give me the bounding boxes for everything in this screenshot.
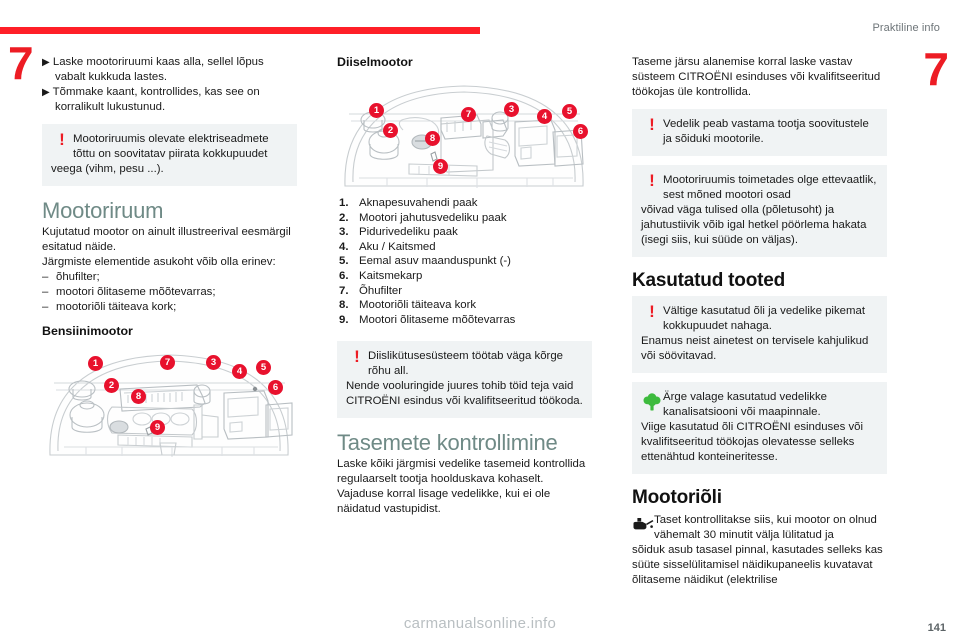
list-item bbox=[337, 240, 592, 255]
chapter-number-left: 7 bbox=[8, 37, 33, 89]
subheading-petrol-engine: Bensiinimootor bbox=[42, 324, 133, 338]
diagram-badge-7: 7 bbox=[461, 107, 476, 122]
callout-oil-check bbox=[632, 513, 887, 588]
diagram-badge-8: 8 bbox=[131, 389, 146, 404]
list-item-label: Mootori õlitaseme mõõtevarras bbox=[359, 313, 516, 326]
callout-rest-text: Viige kasutatud õli CITROËNI esinduses või kvalifitseeritud töökojas olevatesse selleks ettenähtud konteineritesse. bbox=[641, 421, 864, 463]
diesel-engine-drawing bbox=[337, 74, 592, 192]
list-item-number: 4. bbox=[339, 240, 349, 253]
callout-lead-text: Vältige kasutatud õli ja vedelike pikemat kokkupuudet nahaga. bbox=[663, 305, 865, 332]
diagram-badge-6: 6 bbox=[268, 380, 283, 395]
column-left bbox=[42, 55, 297, 463]
watermark-text: carmanualsonline.info bbox=[403, 615, 557, 632]
list-item-number: 2. bbox=[339, 211, 349, 224]
list-item-label: Mootoriõli täiteava kork bbox=[359, 299, 477, 312]
header-red-rule bbox=[0, 27, 480, 34]
list-item-label: Eemal asuv maanduspunkt (-) bbox=[359, 255, 511, 268]
list-item bbox=[337, 225, 592, 240]
warning-exclamation-icon: ! bbox=[649, 171, 655, 190]
diagram-badge-8: 8 bbox=[425, 131, 440, 146]
diagram-badge-2: 2 bbox=[104, 378, 119, 393]
callout-used-oil-skin bbox=[632, 296, 887, 373]
list-item bbox=[337, 313, 592, 328]
bullet-check-lock bbox=[42, 85, 297, 115]
diagram-badge-7: 7 bbox=[160, 355, 175, 370]
diagram-badge-1: 1 bbox=[369, 103, 384, 118]
section-title-engine-bay: Mootoriruum bbox=[42, 198, 164, 223]
callout-environment-disposal bbox=[632, 382, 887, 474]
warning-exclamation-icon: ! bbox=[59, 130, 65, 149]
list-item: – mootoriõli täiteava kork; bbox=[42, 301, 177, 313]
callout-hot-parts bbox=[632, 165, 887, 257]
callout-lead-text: Mootoriruumis toimetades olge ettevaatlik, sest mõned mootori osad bbox=[663, 174, 877, 201]
column-middle bbox=[337, 55, 592, 517]
dash-icon: – bbox=[42, 301, 49, 313]
list-item-label: Aku / Kaitsmed bbox=[359, 240, 436, 253]
list-item-label: Pidurivedeliku paak bbox=[359, 226, 458, 239]
page-number: 141 bbox=[927, 622, 946, 634]
dash-icon: – bbox=[42, 286, 49, 298]
warning-exclamation-icon: ! bbox=[354, 347, 360, 367]
callout-rest-text: sõiduk asub tasasel pinnal, kasutades selleks kas süüte sisselülitamisel näidikupaneelis kuvatavat õlitaseme näidikut (elektrilise bbox=[632, 544, 883, 586]
list-item bbox=[337, 211, 592, 226]
list-item: – mootori õlitaseme mõõtevarras; bbox=[42, 286, 216, 298]
diagram-badge-1: 1 bbox=[88, 356, 103, 371]
diagram-diesel-engine bbox=[337, 74, 592, 192]
oil-can-icon bbox=[632, 513, 654, 531]
list-item-label: Aknapesuvahendi paak bbox=[359, 197, 478, 209]
paragraph-illustrative: Kujutatud mootor on ainult illustreerival eesmärgil esitatud näide. bbox=[42, 226, 291, 253]
bullet-lower-bonnet-text: Laske mootoriruumi kaas alla, sellel lõpus vabalt kukkuda lastes. bbox=[52, 56, 264, 83]
list-item-number: 1. bbox=[339, 197, 349, 209]
diagram-badge-2: 2 bbox=[383, 123, 398, 138]
warning-exclamation-icon: ! bbox=[649, 115, 655, 134]
list-item bbox=[337, 196, 592, 211]
paragraph-level-checks: Laske kõiki järgmisi vedelike tasemeid kontrollida regulaarselt tootja hoolduskava kohaselt. Vajaduse korral lisage vedelikke, kui ei ole näidatud vastupidist. bbox=[337, 458, 586, 516]
diagram-petrol-engine bbox=[42, 343, 297, 461]
diagram-badge-4: 4 bbox=[232, 364, 247, 379]
paragraph-positions-vary: Järgmiste elementide asukoht võib olla erinev: bbox=[42, 256, 276, 268]
diagram-badge-3: 3 bbox=[206, 355, 221, 370]
bullet-check-lock-text: Tõmmake kaant, kontrollides, kas see on korralikult lukustunud. bbox=[52, 86, 260, 113]
section-title-engine-oil: Mootoriõli bbox=[632, 487, 722, 508]
callout-lead-text: Mootoriruumis olevate elektriseadmete tõttu on soovitatav piirata kokkupuudet bbox=[73, 133, 269, 160]
callout-fluid-spec bbox=[632, 109, 887, 156]
callout-lead-text: Vedelik peab vastama tootja soovitustele ja sõiduki mootorile. bbox=[663, 118, 869, 145]
list-item bbox=[337, 284, 592, 299]
list-item-label: Kaitsmekarp bbox=[359, 269, 423, 282]
callout-rest-text: veega (vihm, pesu ...). bbox=[51, 163, 164, 175]
diagram-badge-4: 4 bbox=[537, 109, 552, 124]
arrow-icon: ▶ bbox=[42, 87, 50, 98]
callout-lead-text: Ärge valage kasutatud vedelikke kanalisatsiooni või maapinnale. bbox=[663, 391, 828, 418]
list-item-number: 8. bbox=[339, 299, 349, 312]
column-right bbox=[632, 55, 887, 588]
section-title-level-checks: Tasemete kontrollimine bbox=[337, 430, 558, 456]
list-item bbox=[337, 254, 592, 269]
list-item-label: Õhufilter bbox=[359, 284, 403, 297]
subheading-diesel-engine: Diiselmootor bbox=[337, 55, 413, 69]
dash-icon: – bbox=[42, 271, 49, 283]
list-item bbox=[337, 269, 592, 284]
list-engine-components bbox=[337, 196, 592, 327]
bullet-lower-bonnet bbox=[42, 55, 297, 85]
diagram-badge-9: 9 bbox=[150, 420, 165, 435]
list-item: – õhufilter; bbox=[42, 271, 100, 283]
diagram-badge-3: 3 bbox=[504, 102, 519, 117]
callout-electrical-water bbox=[42, 124, 297, 186]
list-variable-elements bbox=[42, 270, 297, 315]
callout-rest-text: võivad väga tulised olla (põletusoht) ja jahutustiivik võib igal hetkel pöörlema hakata (isegi siis, kui süüde on väljas). bbox=[641, 204, 867, 246]
list-item-number: 6. bbox=[339, 269, 349, 282]
diagram-badge-5: 5 bbox=[562, 104, 577, 119]
callout-lead-text: Diislikütusesüsteem töötab väga kõrge rõhu all. bbox=[368, 350, 564, 378]
callout-lead-text: Taset kontrollitakse siis, kui mootor on olnud vähemalt 30 minutit välja lülitatud ja bbox=[654, 514, 877, 541]
list-item-number: 3. bbox=[339, 226, 349, 239]
list-item bbox=[337, 298, 592, 313]
diagram-badge-9: 9 bbox=[433, 159, 448, 174]
list-item-label: Mootori jahutusvedeliku paak bbox=[359, 211, 507, 224]
list-item-number: 9. bbox=[339, 313, 349, 326]
page-header-title: Praktiline info bbox=[872, 22, 940, 34]
callout-diesel-high-pressure bbox=[337, 341, 592, 418]
arrow-icon: ▶ bbox=[42, 57, 50, 68]
chapter-number-right: 7 bbox=[923, 43, 948, 95]
diagram-badge-6: 6 bbox=[573, 124, 588, 139]
list-item-number: 5. bbox=[339, 255, 349, 268]
warning-exclamation-icon: ! bbox=[649, 302, 655, 321]
paragraph-sudden-drop: Taseme järsu alanemise korral laske vastav süsteem CITROËNI esinduses või kvalifitseeritud töökojas üle kontrollida. bbox=[632, 56, 881, 98]
section-title-used-products: Kasutatud tooted bbox=[632, 270, 786, 291]
callout-rest-text: Nende vooluringide juures tohib töid teja vaid CITROËNI esindus või kvalifitseeritud töökoda. bbox=[346, 380, 583, 408]
list-item-number: 7. bbox=[339, 284, 349, 297]
tree-environment-icon bbox=[641, 391, 663, 411]
callout-rest-text: Enamus neist ainetest on tervisele kahjulikud või söövitavad. bbox=[641, 335, 869, 362]
diagram-badge-5: 5 bbox=[256, 360, 271, 375]
